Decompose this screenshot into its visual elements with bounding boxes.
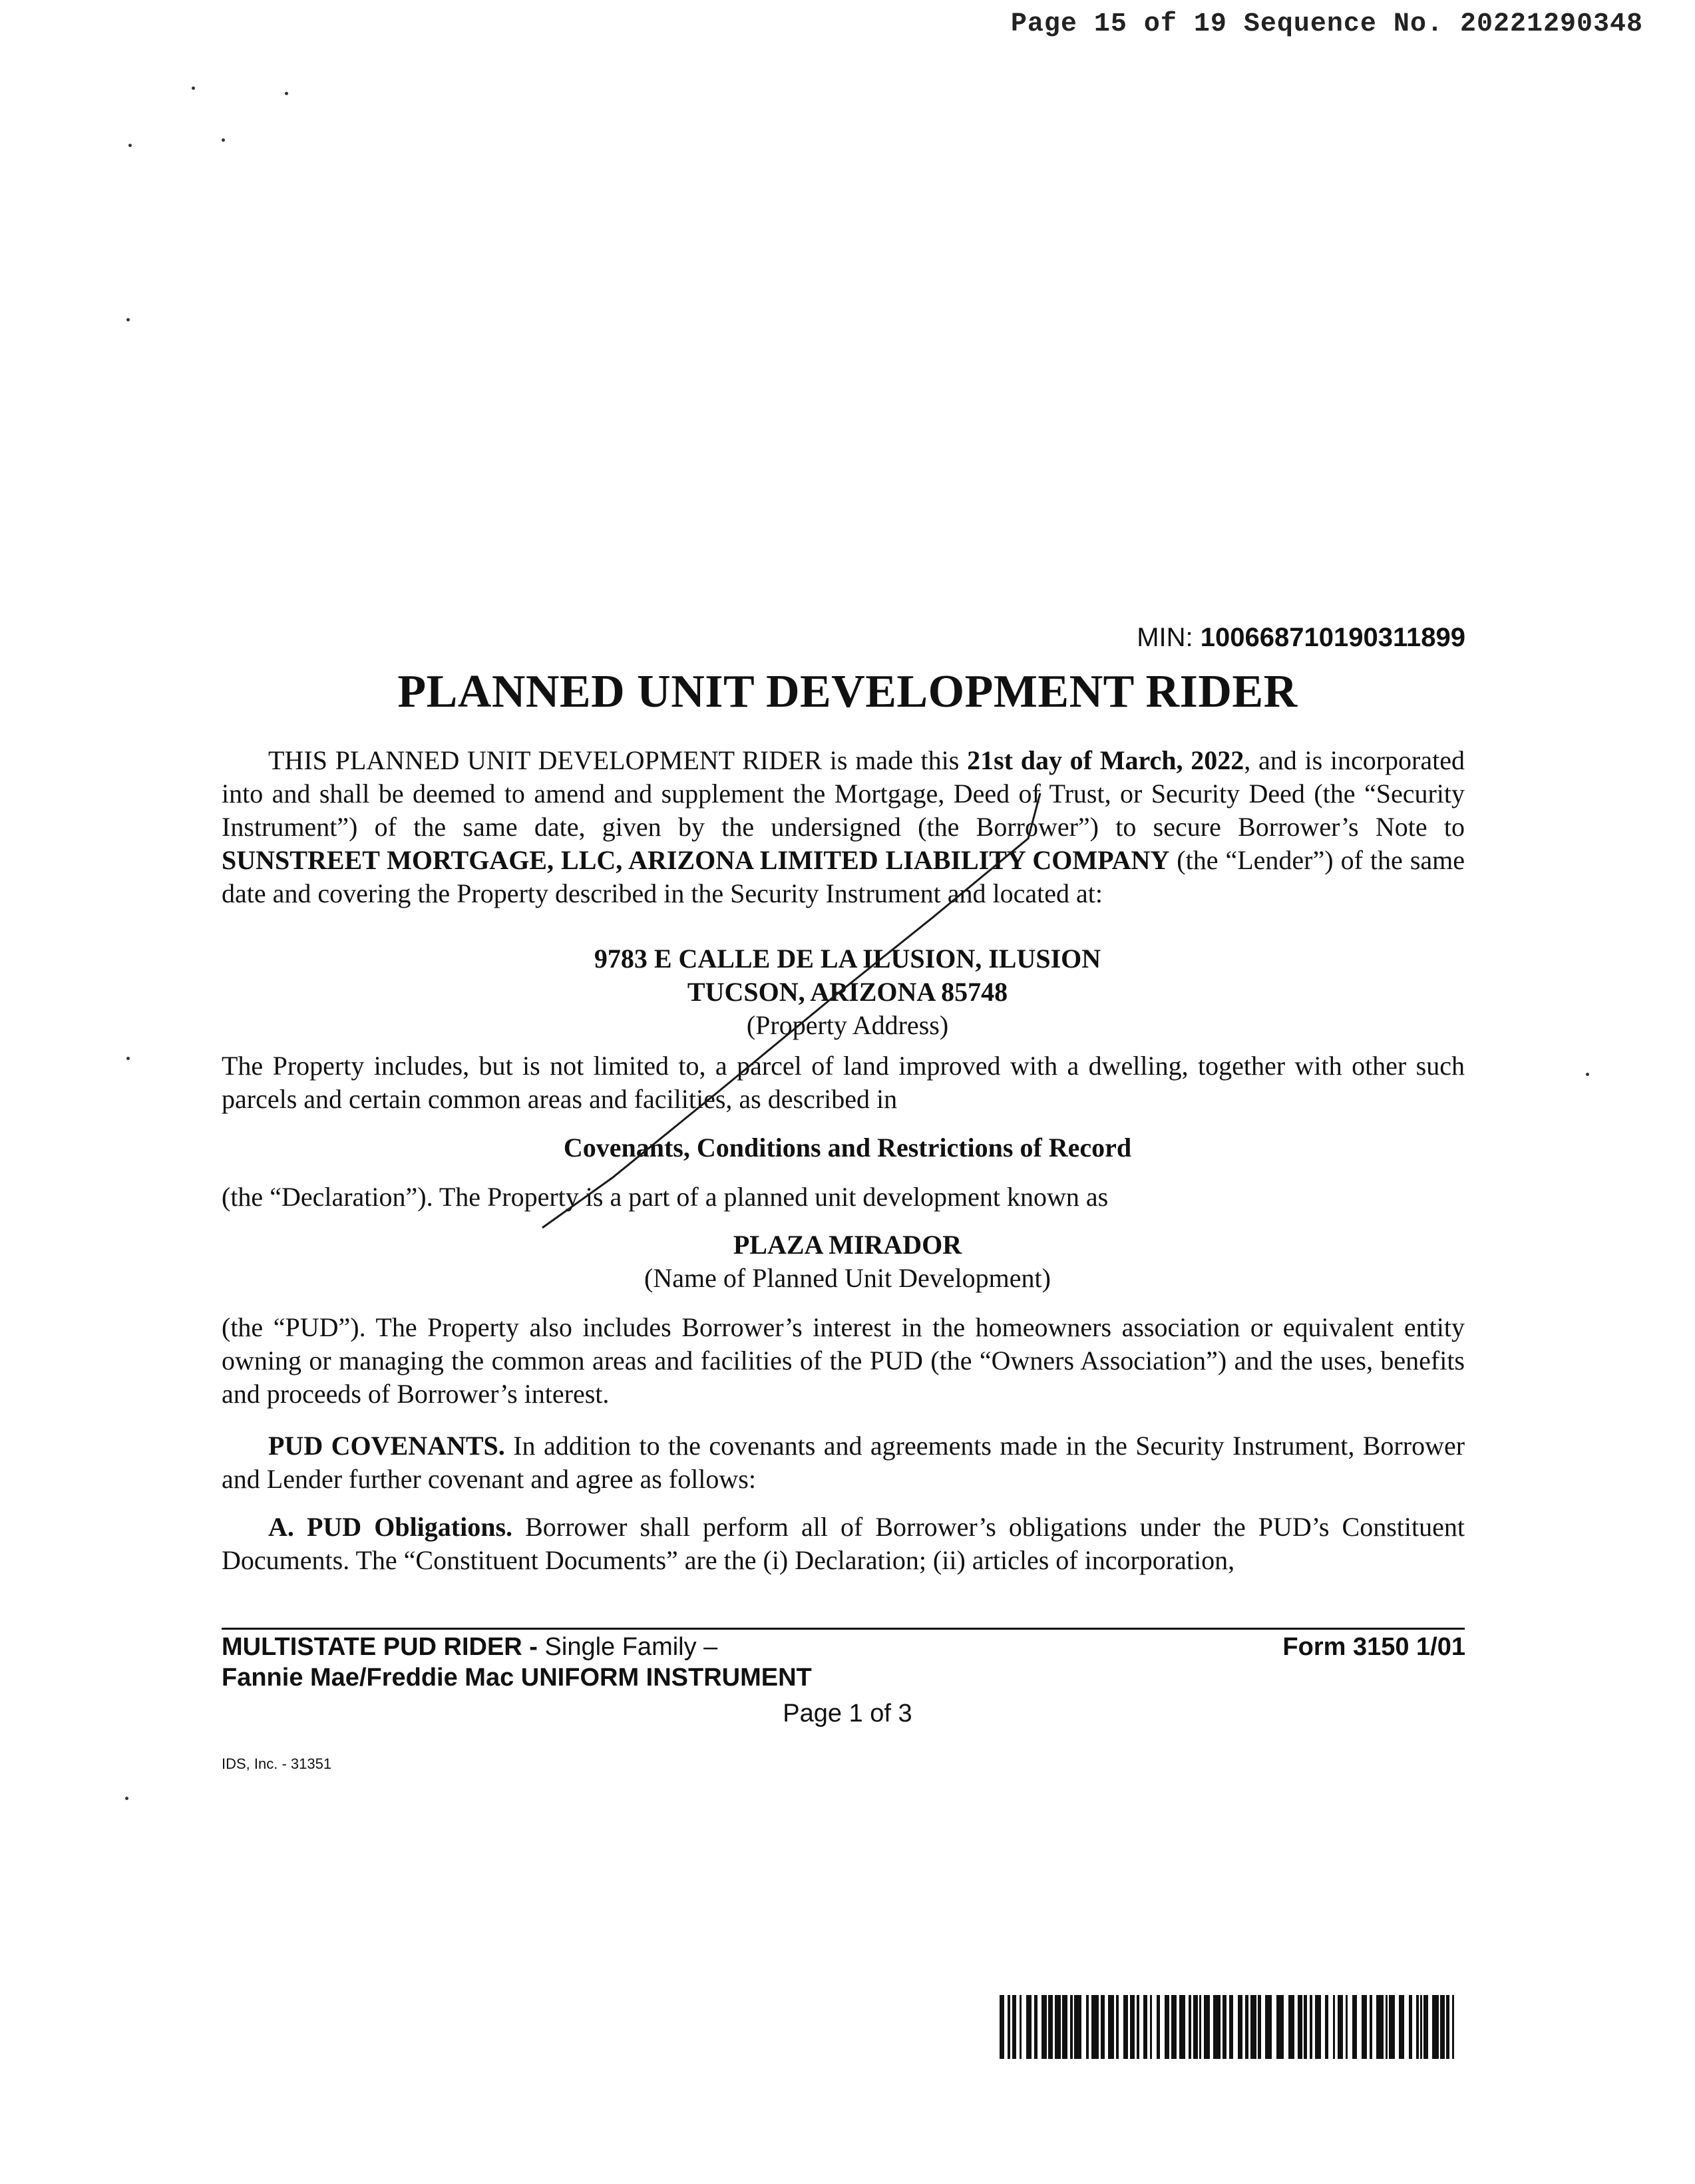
barcode-bar (1000, 1995, 1004, 2059)
barcode-bar (1034, 1995, 1037, 2059)
barcode-bar (1150, 1995, 1152, 2059)
barcode-bar (1130, 1995, 1135, 2059)
recording-page-stamp: Page 15 of 19 Sequence No. 20221290348 (1010, 9, 1643, 39)
barcode-bar (1012, 1995, 1016, 2059)
barcode-bar (1245, 1995, 1248, 2059)
barcode-bar (1108, 1995, 1114, 2059)
form-title-rest: Single Family – (544, 1633, 718, 1661)
form-number: Form 3150 1/01 (1282, 1633, 1465, 1661)
barcode-bar (1420, 1995, 1422, 2059)
barcode-bar (1193, 1995, 1198, 2059)
barcode-bar (1276, 1995, 1284, 2059)
barcode-bar (1409, 1995, 1412, 2059)
rider-date: 21st day of March, 2022 (967, 745, 1244, 775)
barcode-bar (1446, 1995, 1449, 2059)
barcode-bar (1325, 1995, 1328, 2059)
barcode-bar (1026, 1995, 1032, 2059)
barcode-bar (1370, 1995, 1372, 2059)
barcode-bar (1238, 1995, 1242, 2059)
barcode-bar (1157, 1995, 1160, 2059)
barcode-bar (1074, 1995, 1081, 2059)
declaration-title: Covenants, Conditions and Restrictions of Record (563, 1133, 1132, 1163)
form-title-bold: MULTISTATE PUD RIDER - (222, 1633, 538, 1661)
barcode-bar (1386, 1995, 1388, 2059)
barcode-bar (1310, 1995, 1312, 2059)
property-paragraph: The Property includes, but is not limited to, a parcel of land improved with a dwelling, together with other such parcels and certain common areas and facilities, as described in (222, 1051, 1465, 1114)
barcode-bar (1179, 1995, 1185, 2059)
barcode-bar (1008, 1995, 1010, 2059)
intro-text-c: (the “Lender”) of the same date and covering the Property described in the Security Instrument and located at: (222, 845, 1465, 908)
barcode-bar (1137, 1995, 1139, 2059)
vendor-code: IDS, Inc. - 31351 (222, 1755, 332, 1772)
barcode-bar (1091, 1995, 1099, 2059)
barcode-bar (1376, 1995, 1384, 2059)
barcode-bar (1298, 1995, 1302, 2059)
barcode-bar (1389, 1995, 1395, 2059)
barcode-bar (1041, 1995, 1047, 2059)
barcode-bar (1086, 1995, 1089, 2059)
barcode-bar (1123, 1995, 1128, 2059)
section-a-heading: A. PUD Obligations. (268, 1512, 513, 1542)
barcode-bar (1333, 1995, 1335, 2059)
address-line-2: TUCSON, ARIZONA 85748 (687, 977, 1008, 1007)
pud-paragraph: (the “PUD”). The Property also includes Borrower’s interest in the homeowners association or equivalent entity owning or managing the common areas and facilities of the PUD (the “Owners Association”) and the uses, benefits and proceeds of Borrower’s interest. (222, 1312, 1465, 1409)
barcode-bar (1204, 1995, 1210, 2059)
address-line-1: 9783 E CALLE DE LA ILUSION, ILUSION (594, 944, 1101, 974)
covenants-heading: PUD COVENANTS. (268, 1431, 505, 1461)
barcode-bar (1223, 1995, 1226, 2059)
barcode-bar (1116, 1995, 1119, 2059)
page-number: Page 1 of 3 (783, 1700, 912, 1728)
intro-text-a: THIS PLANNED UNIT DEVELOPMENT RIDER is made this (268, 745, 960, 775)
barcode-bar (1338, 1995, 1343, 2059)
barcode-bar (1213, 1995, 1221, 2059)
section-a-text: Borrower shall perform all of Borrower’s obligations under the PUD’s Constituent Documents. The “Constituent Documents” are the (i) Declaration; (ii) articles of incorporation, (222, 1512, 1465, 1575)
barcode-bar (1199, 1995, 1201, 2059)
declaration-paragraph: (the “Declaration”). The Property is a part of a planned unit development known as (222, 1182, 1109, 1212)
intro-text-b: , and is incorporated into and shall be deemed to amend and supplement the Mortgage, Deed of Trust, or Security Deed (the “Security Instrument”) of the same date, given by the undersigned (the Borrower”) to secure Borrower’s Note to (222, 745, 1465, 842)
min-number: 100668710190311899 (1200, 623, 1465, 652)
barcode-bar (1423, 1995, 1428, 2059)
barcode-bar (1346, 1995, 1348, 2059)
barcode-bar (1062, 1995, 1067, 2059)
barcode-bar (1189, 1995, 1191, 2059)
covenants-text: In addition to the covenants and agreements made in the Security Instrument, Borrower and Lender further covenant and agree as follows: (222, 1431, 1465, 1494)
barcode-bar (1070, 1995, 1073, 2059)
barcode-bar (1315, 1995, 1321, 2059)
form-subtitle: Fannie Mae/Freddie Mac UNIFORM INSTRUMENT (222, 1664, 812, 1692)
barcode-bar (1229, 1995, 1233, 2059)
barcode-bar (1165, 1995, 1169, 2059)
barcode-bar (1416, 1995, 1419, 2059)
barcode-bar (1362, 1995, 1367, 2059)
pud-name: PLAZA MIRADOR (733, 1230, 962, 1260)
barcode-bar (1265, 1995, 1272, 2059)
barcode-bar (1440, 1995, 1445, 2059)
barcode-bar (1171, 1995, 1177, 2059)
address-caption: (Property Address) (746, 1010, 949, 1040)
barcode-bar (1399, 1995, 1404, 2059)
barcode-bar (1048, 1995, 1053, 2059)
barcode-bar (1288, 1995, 1294, 2059)
barcode-bar (1055, 1995, 1061, 2059)
lender-name: SUNSTREET MORTGAGE, LLC, ARIZONA LIMITED LIABILITY COMPANY (222, 845, 1170, 875)
pud-name-caption: (Name of Planned Unit Development) (644, 1263, 1051, 1293)
document-title: PLANNED UNIT DEVELOPMENT RIDER (397, 666, 1298, 717)
barcode-bar (1452, 1995, 1454, 2059)
barcode-bar (1143, 1995, 1147, 2059)
barcode-bar (1352, 1995, 1357, 2059)
barcode-bar (1101, 1995, 1105, 2059)
min-label: MIN: (1137, 623, 1193, 652)
barcode-bar (1432, 1995, 1439, 2059)
barcode-bar (1250, 1995, 1256, 2059)
barcode-bar (1258, 1995, 1261, 2059)
barcode-bar (1304, 1995, 1307, 2059)
barcode-bar (1020, 1995, 1022, 2059)
